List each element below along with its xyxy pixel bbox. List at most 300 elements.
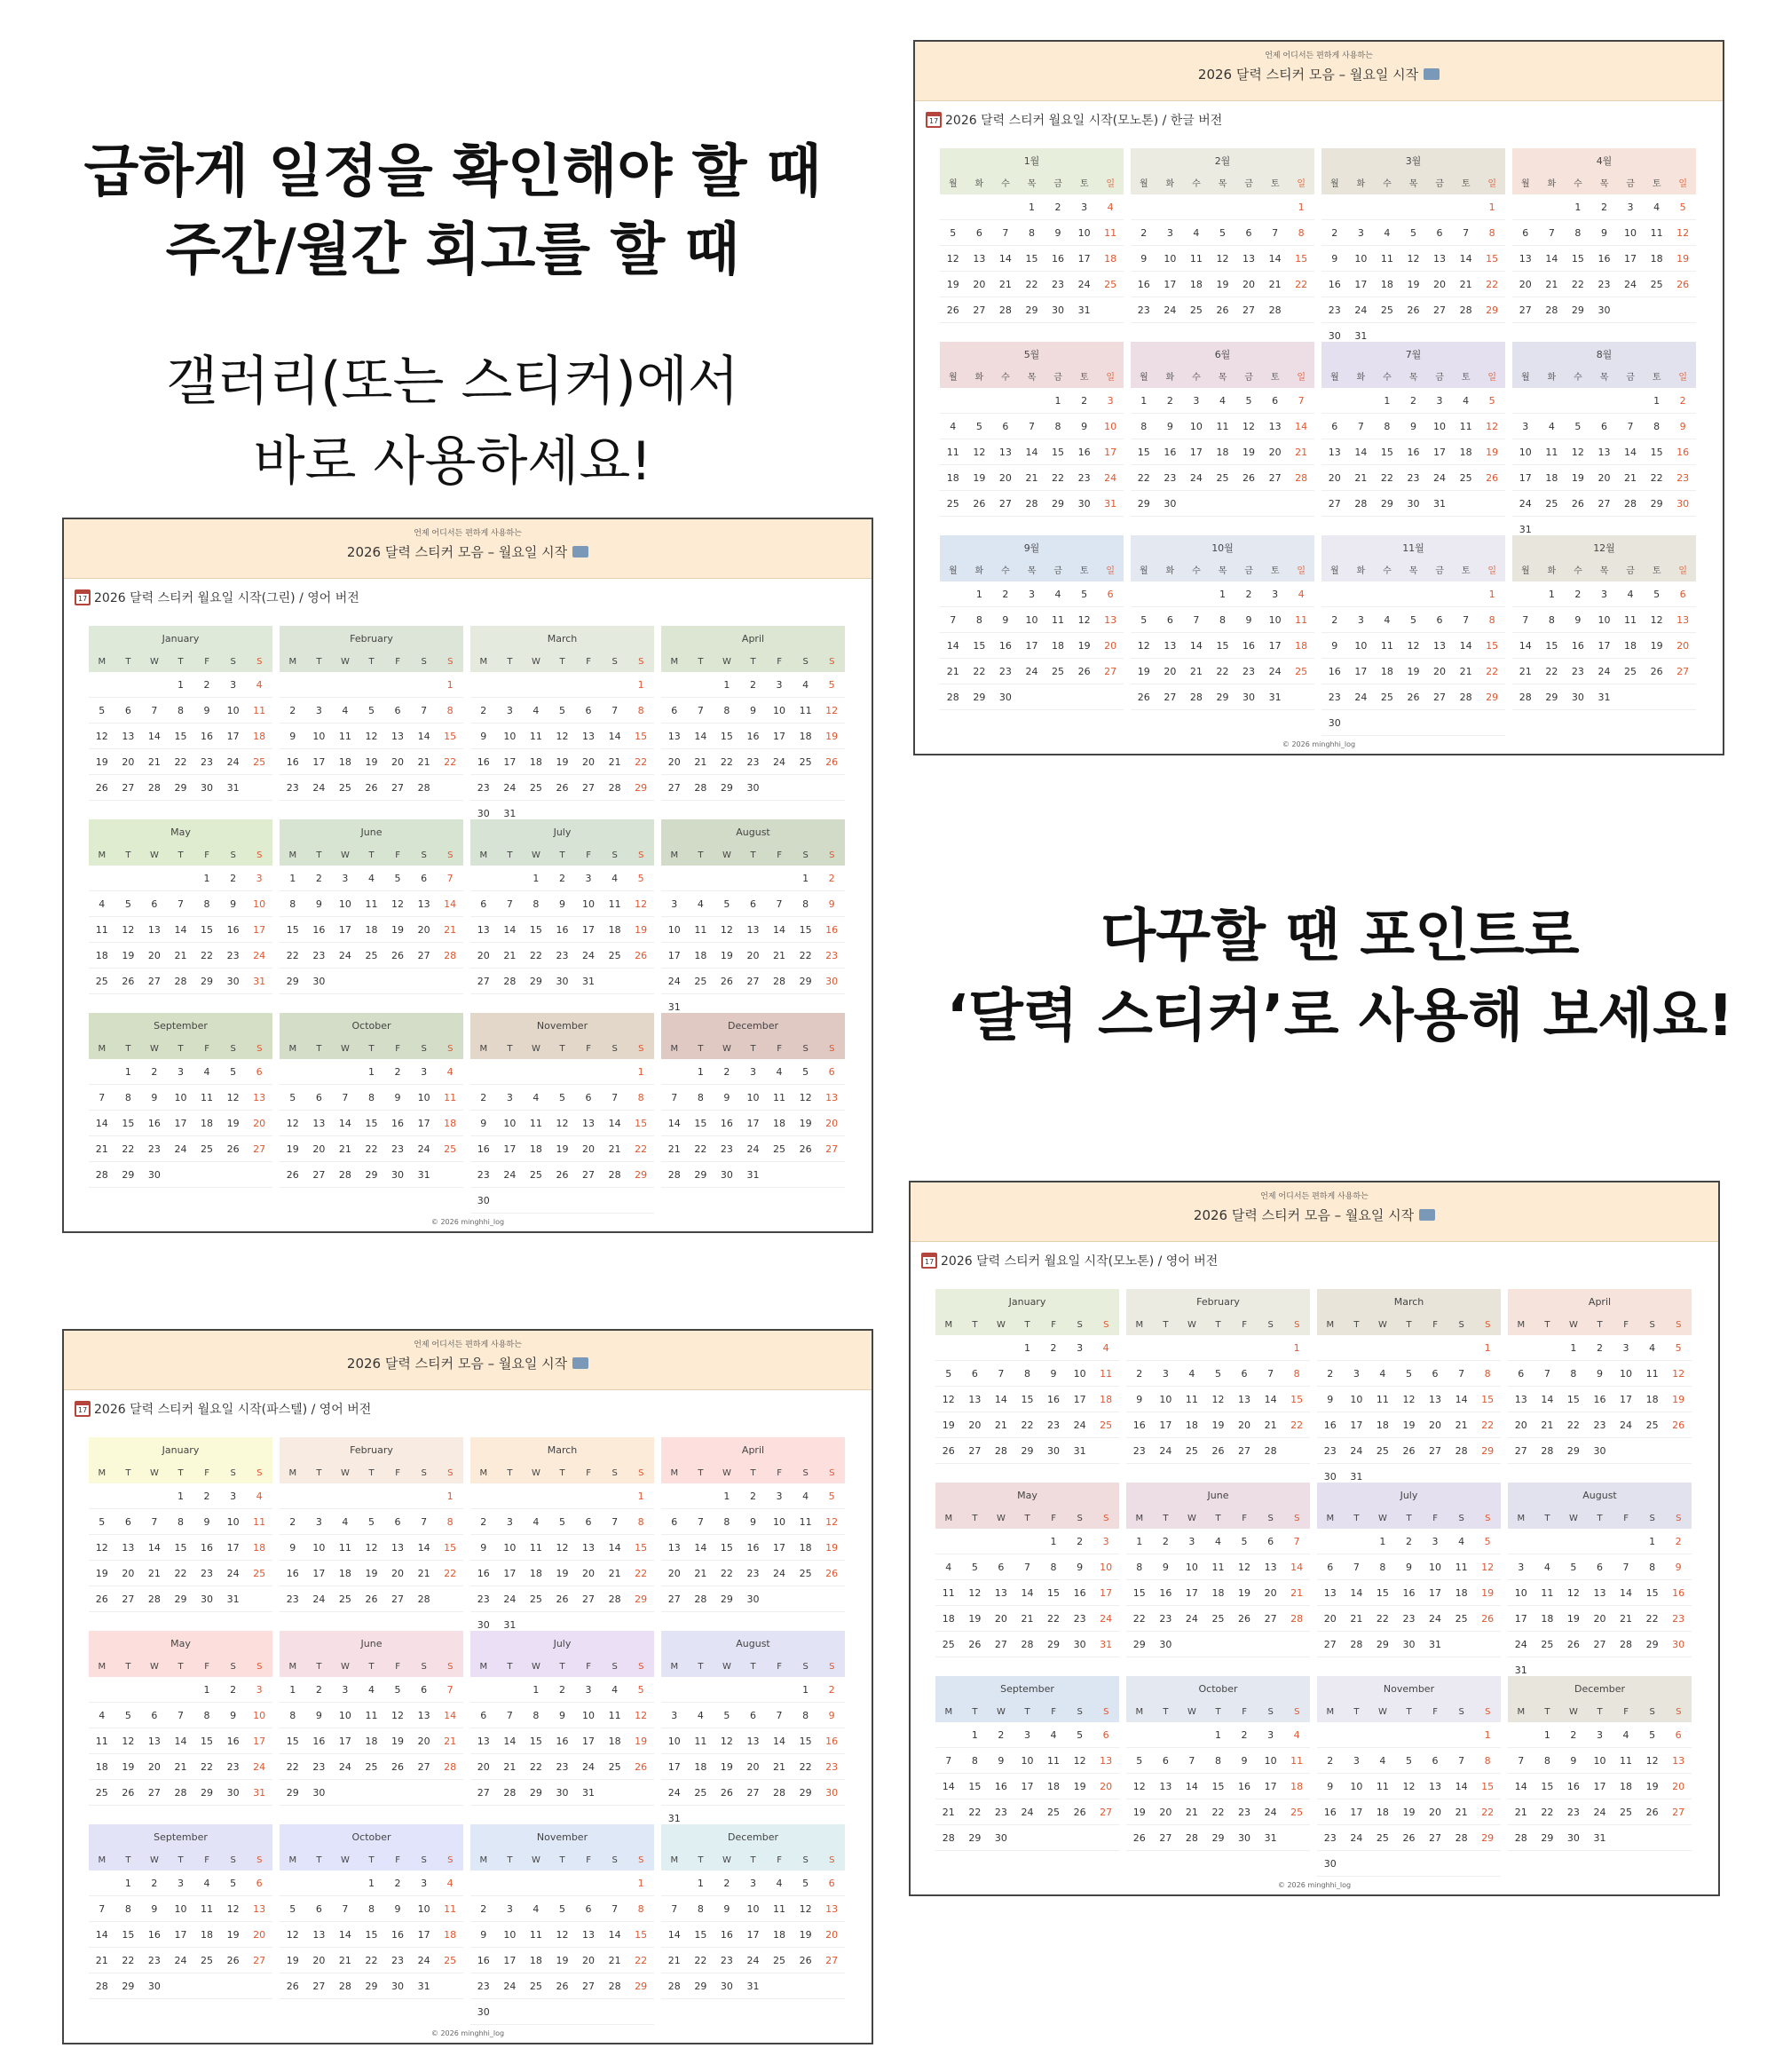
weekday-label: T xyxy=(1024,1320,1030,1330)
day-cell xyxy=(818,775,845,801)
day-cell: 28 xyxy=(1512,684,1539,710)
day-cell xyxy=(1344,1529,1370,1554)
day-cell: 18 xyxy=(1205,1580,1232,1606)
month-name: 2월 xyxy=(1131,148,1314,175)
day-cell: 31 xyxy=(1097,491,1124,517)
day-cell: 26 xyxy=(280,1162,306,1188)
month-name: 4월 xyxy=(1512,148,1696,175)
calendar-icon xyxy=(926,112,942,128)
weekday-label: M xyxy=(1135,1320,1144,1330)
day-cell: 16 xyxy=(1321,659,1348,684)
day-cell: 13 xyxy=(966,246,993,272)
day-cell: 5 xyxy=(1126,1748,1153,1774)
sheet-title: 2026 달력 스티커 모음 – 월요일 시작 xyxy=(64,542,872,561)
weekday-label: T xyxy=(698,850,704,860)
day-cell: 30 xyxy=(1071,491,1098,517)
day-cell: 2 xyxy=(549,1677,576,1703)
day-cell xyxy=(1639,1825,1666,1851)
day-cell: 13 xyxy=(1321,439,1348,465)
day-cell: 12 xyxy=(359,1535,385,1561)
day-cell: 12 xyxy=(940,246,966,272)
day-cell: 20 xyxy=(1317,1606,1344,1632)
day-cell: 28 xyxy=(602,1586,628,1612)
day-cell: 15 xyxy=(1560,1387,1587,1412)
day-cell xyxy=(1262,194,1289,220)
month-name: October xyxy=(280,1824,463,1851)
day-cell: 21 xyxy=(1288,439,1314,465)
day-cell: 31 xyxy=(1512,517,1539,542)
day-cell: 8 xyxy=(280,1703,306,1728)
day-cell: 14 xyxy=(602,724,628,749)
day-cell: 7 xyxy=(497,1703,524,1728)
weekday-label: S xyxy=(421,1468,427,1478)
day-cell: 10 xyxy=(168,1085,194,1111)
weekday-label: T xyxy=(125,1044,131,1054)
day-cell: 21 xyxy=(688,1561,714,1586)
day-cell: 27 xyxy=(1317,1632,1344,1657)
day-cell: 17 xyxy=(1067,1387,1093,1412)
day-cell: 30 xyxy=(992,684,1019,710)
day-cell xyxy=(332,1780,359,1806)
day-cell: 30 xyxy=(1045,297,1071,323)
day-cell: 28 xyxy=(497,969,524,994)
day-cell: 29 xyxy=(1014,1438,1041,1464)
month-name: 3월 xyxy=(1321,148,1505,175)
day-cell: 12 xyxy=(115,917,142,943)
weekday-label: F xyxy=(777,1044,782,1054)
day-cell: 4 xyxy=(1205,1529,1232,1554)
day-cell: 14 xyxy=(1508,1774,1534,1799)
day-cell: 7 xyxy=(437,866,463,891)
day-cell: 6 xyxy=(1508,1361,1534,1387)
weekday-label: S xyxy=(230,1662,236,1672)
day-cell: 15 xyxy=(1479,246,1505,272)
month-name: November xyxy=(470,1824,654,1851)
weekday-label: F xyxy=(204,1662,209,1672)
day-cell: 14 xyxy=(168,917,194,943)
day-cell: 19 xyxy=(1210,272,1236,297)
day-cell: 10 xyxy=(1344,1387,1370,1412)
day-cell: 29 xyxy=(168,1586,194,1612)
weekday-label: T xyxy=(1024,1514,1030,1523)
day-cell: 10 xyxy=(1426,414,1453,439)
weekday-label: 월 xyxy=(1520,566,1530,576)
day-cell: 23 xyxy=(1321,297,1348,323)
day-cell: 19 xyxy=(89,749,115,775)
day-cell: 13 xyxy=(1258,1554,1284,1580)
day-cell: 2 xyxy=(220,1677,247,1703)
weekday-label: S xyxy=(256,657,263,667)
day-cell: 8 xyxy=(193,891,220,917)
day-cell: 14 xyxy=(411,724,438,749)
weekday-label: 목 xyxy=(1408,373,1418,383)
day-cell: 10 xyxy=(220,698,247,724)
day-cell: 26 xyxy=(1067,1799,1093,1825)
day-cell: 18 xyxy=(89,943,115,969)
day-cell: 5 xyxy=(1231,1529,1258,1554)
day-cell: 27 xyxy=(411,1754,438,1780)
day-cell: 3 xyxy=(411,1870,438,1896)
weekday-row xyxy=(89,846,272,866)
day-cell: 17 xyxy=(575,1728,602,1754)
day-cell: 17 xyxy=(1179,1580,1205,1606)
day-cell: 24 xyxy=(220,749,247,775)
day-cell xyxy=(246,1162,272,1188)
day-cell xyxy=(1512,194,1539,220)
day-cell: 13 xyxy=(1235,246,1262,272)
day-cell: 2 xyxy=(818,1677,845,1703)
day-cell: 6 xyxy=(1587,1554,1613,1580)
day-cell xyxy=(470,1483,497,1509)
day-cell: 15 xyxy=(1565,246,1591,272)
day-cell: 28 xyxy=(1448,1825,1475,1851)
day-cell: 23 xyxy=(280,775,306,801)
weekday-label: 토 xyxy=(1079,373,1089,383)
day-cell: 9 xyxy=(1067,1554,1093,1580)
headline-top-line-2: 주간/월간 회고를 할 때 xyxy=(165,217,740,283)
day-cell: 27 xyxy=(992,491,1019,517)
day-cell: 23 xyxy=(1317,1825,1344,1851)
weekday-label: S xyxy=(1458,1707,1464,1717)
day-cell: 28 xyxy=(1453,297,1479,323)
day-cell: 10 xyxy=(497,1922,524,1948)
day-cell: 13 xyxy=(1157,633,1184,659)
day-cell xyxy=(437,969,463,994)
day-cell: 25 xyxy=(766,1136,793,1162)
day-cell: 10 xyxy=(1617,220,1644,246)
day-cell xyxy=(1210,194,1236,220)
day-cell: 13 xyxy=(1422,1774,1448,1799)
weekday-label: S xyxy=(638,850,644,860)
weekday-label: S xyxy=(1458,1320,1464,1330)
day-cell: 17 xyxy=(1422,1580,1448,1606)
day-cell: 10 xyxy=(168,1896,194,1922)
day-cell xyxy=(1067,1825,1093,1851)
day-cells xyxy=(661,672,845,801)
day-cell: 26 xyxy=(1126,1825,1153,1851)
day-cells xyxy=(280,1870,463,1999)
day-cell: 27 xyxy=(1422,1438,1448,1464)
day-cell: 9 xyxy=(714,1896,740,1922)
day-cell: 17 xyxy=(497,1136,524,1162)
day-cell: 31 xyxy=(1422,1632,1448,1657)
month-name: December xyxy=(1508,1676,1692,1703)
weekday-label: T xyxy=(698,1855,704,1865)
day-cell xyxy=(1348,710,1375,736)
day-cell: 27 xyxy=(1153,1825,1179,1851)
day-cell: 2 xyxy=(1321,220,1348,246)
day-cell: 29 xyxy=(1126,1632,1153,1657)
day-cell: 21 xyxy=(1539,272,1566,297)
day-cell: 10 xyxy=(497,724,524,749)
day-cell: 4 xyxy=(1617,581,1644,607)
weekday-row xyxy=(1126,1703,1310,1722)
day-cell: 2 xyxy=(992,581,1019,607)
day-cell: 14 xyxy=(332,1111,359,1136)
day-cell: 30 xyxy=(1400,491,1427,517)
day-cell: 17 xyxy=(1097,439,1124,465)
day-cell: 31 xyxy=(1508,1657,1534,1683)
day-cell: 19 xyxy=(962,1606,989,1632)
day-cell xyxy=(766,866,793,891)
weekday-label: S xyxy=(421,1044,427,1054)
day-cell: 24 xyxy=(1426,465,1453,491)
day-cell: 6 xyxy=(661,1509,688,1535)
day-cells xyxy=(661,866,845,1020)
day-cell: 20 xyxy=(992,465,1019,491)
weekday-label: 일 xyxy=(1487,373,1497,383)
day-cell: 1 xyxy=(1479,194,1505,220)
weekday-label: T xyxy=(507,850,513,860)
day-cell: 20 xyxy=(1512,272,1539,297)
day-cell xyxy=(359,1483,385,1509)
day-cell: 17 xyxy=(306,749,333,775)
day-cell xyxy=(966,388,993,414)
day-cell: 15 xyxy=(1474,1774,1501,1799)
day-cell: 22 xyxy=(1474,1799,1501,1825)
day-cell: 7 xyxy=(688,698,714,724)
day-cell: 7 xyxy=(992,220,1019,246)
day-cell: 5 xyxy=(384,1677,411,1703)
day-cell xyxy=(497,1870,524,1896)
day-cell: 28 xyxy=(1534,1438,1561,1464)
day-cell: 21 xyxy=(89,1136,115,1162)
weekday-row xyxy=(89,1040,272,1059)
day-cell: 4 xyxy=(332,1509,359,1535)
day-cell: 23 xyxy=(1157,465,1184,491)
day-cell: 11 xyxy=(1040,1748,1067,1774)
day-cell: 2 xyxy=(470,1509,497,1535)
day-cell xyxy=(437,775,463,801)
day-cell: 17 xyxy=(1508,1606,1534,1632)
day-cell: 27 xyxy=(1231,1438,1258,1464)
day-cell: 12 xyxy=(1235,414,1262,439)
day-cell: 8 xyxy=(793,891,819,917)
weekday-label: 수 xyxy=(1001,566,1010,576)
day-cell: 5 xyxy=(1479,388,1505,414)
day-cell: 26 xyxy=(1071,659,1098,684)
day-cell: 20 xyxy=(470,943,497,969)
weekday-label: 일 xyxy=(1297,373,1306,383)
day-cell xyxy=(497,1999,524,2025)
day-cell xyxy=(411,672,438,698)
day-cell: 27 xyxy=(1587,1632,1613,1657)
weekday-row xyxy=(89,652,272,672)
day-cells xyxy=(661,1870,845,1999)
weekday-row xyxy=(940,175,1124,194)
month-name: March xyxy=(470,626,654,652)
weekday-label: M xyxy=(944,1707,953,1717)
day-cell: 2 xyxy=(193,1483,220,1509)
calendar-sheet-mono-en xyxy=(909,1181,1720,1896)
day-cell: 24 xyxy=(1348,297,1375,323)
day-cell: 3 xyxy=(1183,388,1210,414)
day-cell xyxy=(1426,194,1453,220)
day-cell: 6 xyxy=(306,1896,333,1922)
weekday-label: T xyxy=(1597,1320,1603,1330)
day-cell: 31 xyxy=(1348,323,1375,349)
weekday-label: S xyxy=(802,850,809,860)
day-cell: 7 xyxy=(1448,1748,1475,1774)
day-cell: 17 xyxy=(1157,272,1184,297)
day-cell xyxy=(246,1973,272,1999)
day-cell: 8 xyxy=(962,1748,989,1774)
day-cell: 30 xyxy=(714,1973,740,1999)
day-cell: 30 xyxy=(193,775,220,801)
day-cell: 1 xyxy=(359,1059,385,1085)
day-cell xyxy=(1396,1722,1423,1748)
day-cell xyxy=(935,1529,962,1554)
day-cell: 23 xyxy=(1396,1606,1423,1632)
day-cell: 2 xyxy=(1126,1361,1153,1387)
weekday-label: 화 xyxy=(1356,373,1366,383)
day-cell: 21 xyxy=(1258,1412,1284,1438)
day-cell: 14 xyxy=(1288,414,1314,439)
day-cells xyxy=(1131,194,1314,323)
day-cell: 8 xyxy=(1014,1361,1041,1387)
day-cell: 24 xyxy=(1348,684,1375,710)
day-cell: 3 xyxy=(497,1509,524,1535)
day-cell: 6 xyxy=(575,1085,602,1111)
weekday-label: 목 xyxy=(1027,566,1037,576)
day-cell: 14 xyxy=(89,1922,115,1948)
day-cell: 24 xyxy=(740,1136,767,1162)
day-cell: 21 xyxy=(1179,1799,1205,1825)
day-cell: 8 xyxy=(1126,1554,1153,1580)
weekday-label: M xyxy=(479,1662,488,1672)
day-cell xyxy=(1453,710,1479,736)
day-cell: 2 xyxy=(470,1896,497,1922)
month-block xyxy=(470,1437,654,1631)
day-cell: 18 xyxy=(602,917,628,943)
day-cell: 11 xyxy=(1369,1774,1396,1799)
day-cell: 18 xyxy=(793,724,819,749)
day-cell: 30 xyxy=(740,775,767,801)
day-cell: 10 xyxy=(1019,607,1045,633)
day-cell: 3 xyxy=(497,1896,524,1922)
day-cell: 27 xyxy=(661,1586,688,1612)
day-cell: 5 xyxy=(549,1509,576,1535)
day-cell: 6 xyxy=(661,698,688,724)
day-cell: 21 xyxy=(437,917,463,943)
day-cell: 7 xyxy=(168,891,194,917)
weekday-row xyxy=(89,1657,272,1677)
day-cell: 21 xyxy=(411,749,438,775)
day-cell: 24 xyxy=(766,749,793,775)
day-cell: 20 xyxy=(1669,633,1696,659)
day-cell: 29 xyxy=(793,1780,819,1806)
day-cell: 21 xyxy=(1508,1799,1534,1825)
day-cell: 5 xyxy=(1400,220,1427,246)
day-cell: 2 xyxy=(141,1059,168,1085)
day-cell: 10 xyxy=(306,1535,333,1561)
day-cell: 18 xyxy=(89,1754,115,1780)
day-cell: 22 xyxy=(688,1136,714,1162)
weekday-label: 금 xyxy=(1244,373,1253,383)
day-cell: 4 xyxy=(89,1703,115,1728)
day-cell xyxy=(1396,1335,1423,1361)
day-cell: 26 xyxy=(384,1754,411,1780)
day-cell: 2 xyxy=(141,1870,168,1896)
month-name: February xyxy=(280,626,463,652)
day-cell: 26 xyxy=(962,1632,989,1657)
day-cell xyxy=(1317,1529,1344,1554)
day-cell: 8 xyxy=(1474,1748,1501,1774)
day-cell: 18 xyxy=(766,1922,793,1948)
month-block xyxy=(661,626,845,812)
weekday-label: 목 xyxy=(1218,373,1227,383)
weekday-label: 월 xyxy=(948,179,958,189)
day-cell: 24 xyxy=(1344,1825,1370,1851)
day-cell: 10 xyxy=(575,891,602,917)
weekday-label: S xyxy=(256,1468,263,1478)
day-cell: 4 xyxy=(1210,388,1236,414)
day-cell: 19 xyxy=(1644,633,1670,659)
day-cell: 4 xyxy=(1448,1529,1475,1554)
day-cell: 10 xyxy=(411,1896,438,1922)
day-cell: 18 xyxy=(766,1111,793,1136)
day-cell: 16 xyxy=(470,1948,497,1973)
weekday-label: T xyxy=(698,1044,704,1054)
weekday-label: M xyxy=(1135,1514,1144,1523)
day-cells xyxy=(1508,1722,1692,1851)
day-cell xyxy=(168,1677,194,1703)
day-cell xyxy=(1344,1335,1370,1361)
day-cell xyxy=(1512,388,1539,414)
day-cell: 11 xyxy=(1369,1387,1396,1412)
day-cell: 11 xyxy=(523,1922,549,1948)
weekday-label: S xyxy=(611,850,618,860)
day-cell: 17 xyxy=(1591,633,1618,659)
weekday-row xyxy=(1317,1703,1501,1722)
day-cell: 25 xyxy=(89,1780,115,1806)
day-cell: 15 xyxy=(168,1535,194,1561)
month-name: October xyxy=(1126,1676,1310,1703)
weekday-label: F xyxy=(586,850,591,860)
day-cell: 27 xyxy=(740,1780,767,1806)
day-cell: 4 xyxy=(1097,194,1124,220)
day-cell: 28 xyxy=(688,775,714,801)
day-cell xyxy=(523,672,549,698)
sheet-footer: © 2026 minghhi_log xyxy=(1282,740,1356,748)
day-cell: 25 xyxy=(1369,1825,1396,1851)
month-grid xyxy=(89,1437,852,2018)
day-cell: 23 xyxy=(1045,272,1071,297)
day-cell: 13 xyxy=(1508,1387,1534,1412)
day-cell: 31 xyxy=(575,1780,602,1806)
day-cell: 9 xyxy=(193,698,220,724)
day-cell: 7 xyxy=(89,1896,115,1922)
day-cell: 13 xyxy=(1153,1774,1179,1799)
day-cell: 30 xyxy=(1153,1632,1179,1657)
day-cell: 30 xyxy=(1669,491,1696,517)
day-cell: 29 xyxy=(523,1780,549,1806)
day-cell xyxy=(1014,1529,1041,1554)
day-cell xyxy=(1474,1632,1501,1657)
day-cell: 12 xyxy=(549,1535,576,1561)
weekday-label: S xyxy=(1649,1707,1655,1717)
day-cell: 21 xyxy=(141,749,168,775)
weekday-label: 화 xyxy=(1356,566,1366,576)
day-cell: 11 xyxy=(359,891,385,917)
weekday-label: F xyxy=(395,1662,400,1672)
day-cell: 29 xyxy=(1205,1825,1232,1851)
day-cell: 27 xyxy=(1235,297,1262,323)
day-cell xyxy=(523,1059,549,1085)
day-cell: 23 xyxy=(384,1136,411,1162)
day-cell: 20 xyxy=(384,1561,411,1586)
day-cell: 22 xyxy=(359,1136,385,1162)
